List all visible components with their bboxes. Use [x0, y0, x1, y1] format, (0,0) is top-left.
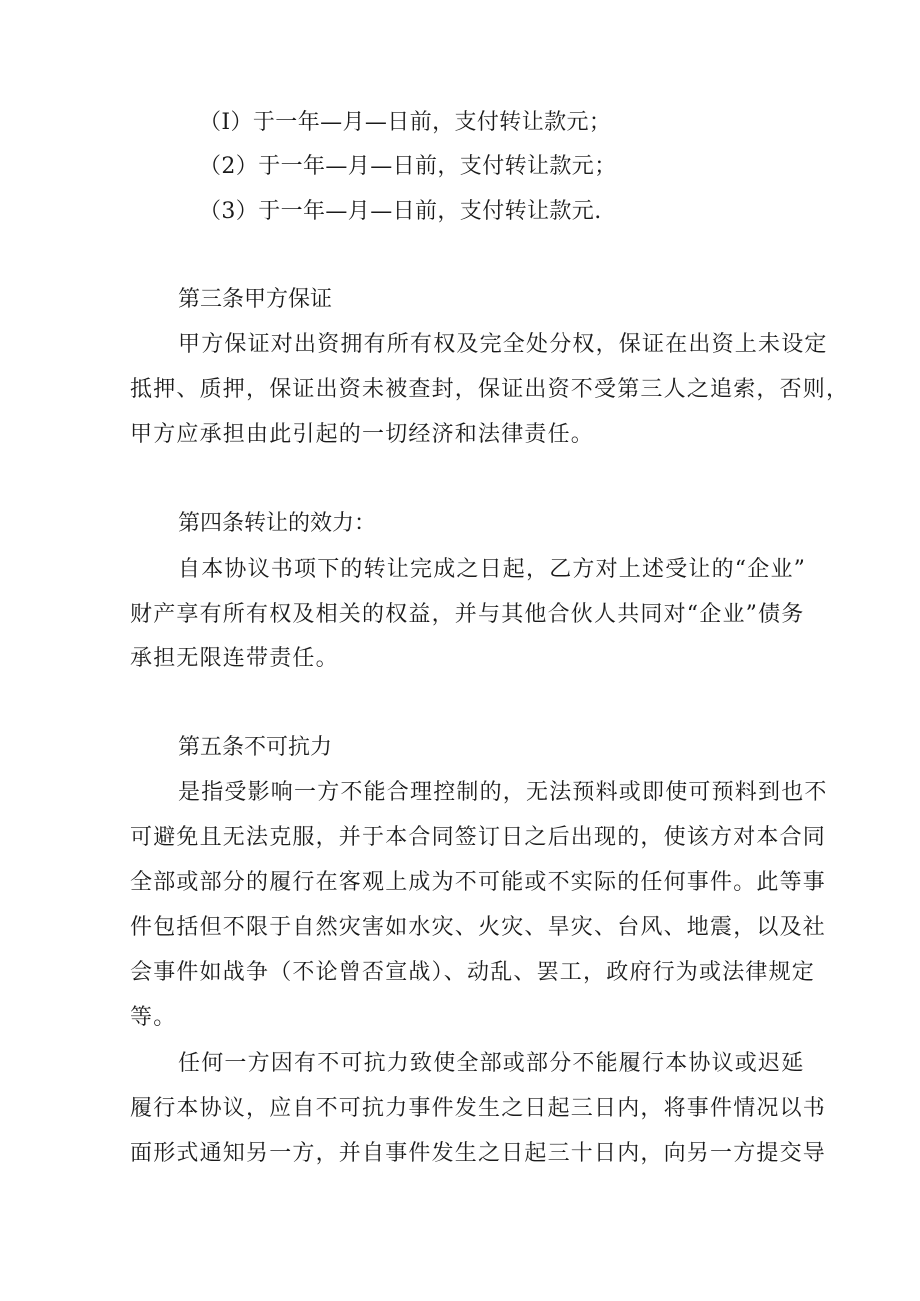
- article-5-heading: 第五条不可抗力: [178, 735, 333, 760]
- article-3-heading: 第三条甲方保证: [178, 287, 333, 312]
- payment-item-3: （3）于一年—月—日前，支付转让款元.: [199, 199, 602, 224]
- article-3-line-3: 甲方应承担由此引起的一切经济和法律责任。: [130, 422, 595, 447]
- article-5-para2-line-1: 任何一方因有不可抗力致使全部或部分不能履行本协议或迟延: [178, 1051, 805, 1076]
- article-3-line-1: 甲方保证对出资拥有所有权及完全处分权，保证在出资上未设定: [178, 332, 828, 357]
- payment-item-2: （2）于一年—月—日前，支付转让款元；: [199, 154, 617, 179]
- article-5-para2-line-3: 面形式通知另一方，并自事件发生之日起三十日内，向另一方提交导: [130, 1141, 827, 1166]
- article-5-para1-line-4: 件包括但不限于自然灾害如水灾、火灾、旱灾、台风、地震，以及社: [130, 915, 827, 940]
- article-4-line-1: 自本协议书项下的转让完成之日起，乙方对上述受让的“企业”: [178, 557, 807, 582]
- article-5-para1-line-3: 全部或部分的履行在客观上成为不可能或不实际的任何事件。此等事: [130, 870, 827, 895]
- article-4-line-2: 财产享有所有权及相关的权益，并与其他合伙人共同对“企业”债务: [130, 602, 805, 627]
- article-5-para1-line-6: 等。: [130, 1005, 177, 1030]
- article-3-line-2: 抵押、质押，保证出资未被查封，保证出资不受第三人之追索，否则，: [130, 377, 850, 402]
- article-5-para2-line-2: 履行本协议，应自不可抗力事件发生之日起三日内，将事件情况以书: [130, 1096, 827, 1121]
- article-5-para1-line-2: 可避免且无法克服，并于本合同签订日之后出现的，使该方对本合同: [130, 825, 827, 850]
- payment-item-1: （I）于一年—月—日前，支付转让款元；: [199, 110, 612, 135]
- article-5-para1-line-1: 是指受影响一方不能合理控制的，无法预料或即使可预料到也不: [178, 780, 828, 805]
- article-5-para1-line-5: 会事件如战争（不论曾否宣战）、动乱、罢工，政府行为或法律规定: [130, 960, 816, 985]
- article-4-line-3: 承担无限连带责任。: [130, 646, 339, 671]
- article-4-heading: 第四条转让的效力：: [178, 511, 377, 536]
